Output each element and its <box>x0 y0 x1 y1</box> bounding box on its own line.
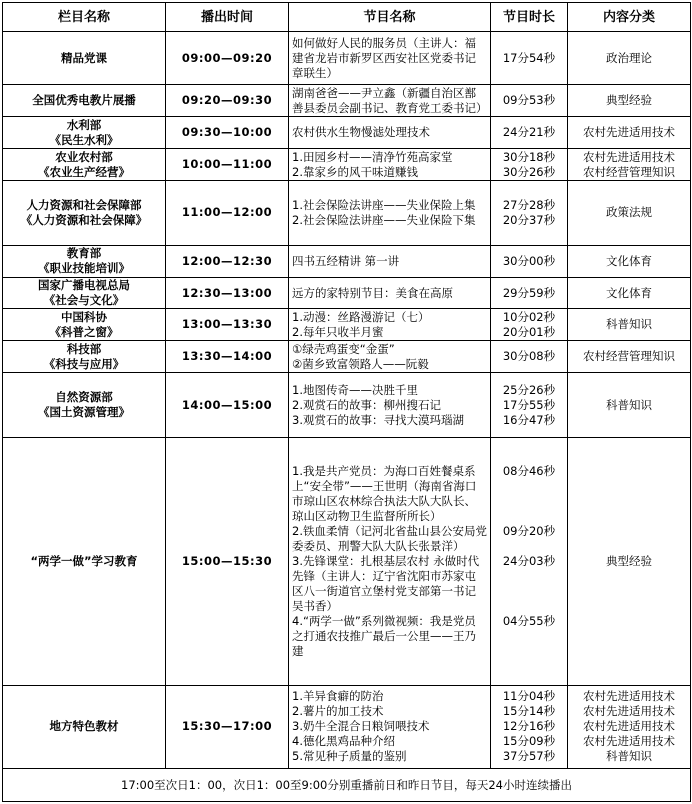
air-time-cell <box>166 85 289 117</box>
category: 农村先进适用技术 <box>583 689 675 704</box>
duration: 24分03秒 <box>502 554 556 569</box>
duration: 30分00秒 <box>502 253 556 268</box>
table-row <box>3 32 691 85</box>
column-name-line: 中国科协 <box>61 309 107 324</box>
duration: 12分16秒 <box>502 719 556 734</box>
table-row <box>3 685 691 768</box>
program-name-cell <box>289 309 491 341</box>
column-name-line: 《人力资源和社会保障》 <box>20 212 148 227</box>
duration-cell <box>491 437 568 685</box>
program-name-cell <box>289 277 491 309</box>
air-time-cell <box>166 181 289 246</box>
category: 典型经验 <box>606 93 652 108</box>
table-row <box>3 117 691 149</box>
column-name-cell <box>3 117 166 149</box>
header-column-name: 栏目名称 <box>3 3 166 32</box>
air-time-cell <box>166 373 289 438</box>
air-time: 13:30—14:00 <box>181 349 273 364</box>
category: 文化体育 <box>606 253 652 268</box>
column-name-line: 《科技与应用》 <box>43 356 125 371</box>
program-name: 2.社会保险法讲座——失业保险下集 <box>292 212 476 227</box>
air-time: 09:20—09:30 <box>181 93 273 108</box>
program-name: 5.常见种子质量的鉴别 <box>292 749 407 764</box>
category: 科普知识 <box>606 317 652 332</box>
column-name-line: “两学一做”学习教育 <box>30 553 138 568</box>
column-name-line: 全国优秀电教片展播 <box>32 93 136 108</box>
air-time: 12:30—13:00 <box>181 285 273 300</box>
air-time-cell <box>166 341 289 373</box>
duration-cell <box>491 685 568 768</box>
category: 农村先进适用技术 <box>583 734 675 749</box>
column-name-cell <box>3 277 166 309</box>
category-cell <box>568 181 691 246</box>
category: 农村先进适用技术 <box>583 125 675 140</box>
air-time-cell <box>166 437 289 685</box>
program-name-cell <box>289 181 491 246</box>
duration-cell <box>491 85 568 117</box>
table-row <box>3 245 691 277</box>
column-name-cell <box>3 437 166 685</box>
category-cell <box>568 32 691 85</box>
column-name-line: 《社会与文化》 <box>43 293 125 308</box>
duration: 29分59秒 <box>502 285 556 300</box>
duration: 09分53秒 <box>502 93 556 108</box>
category: 农村先进适用技术 <box>583 719 675 734</box>
category: 科普知识 <box>606 397 652 412</box>
column-name-line: 地方特色教材 <box>49 719 119 734</box>
duration-cell <box>491 32 568 85</box>
program-name: 远方的家特别节目：美食在高原 <box>292 285 453 300</box>
column-name-cell <box>3 32 166 85</box>
duration: 20分37秒 <box>502 213 556 228</box>
air-time: 12:00—12:30 <box>181 253 273 268</box>
air-time-cell <box>166 245 289 277</box>
column-name-line: 《职业技能培训》 <box>38 261 130 276</box>
program-name: 农村供水生物慢滤处理技术 <box>292 125 430 140</box>
category-cell <box>568 277 691 309</box>
duration: 10分02秒 <box>502 309 556 324</box>
category-cell <box>568 245 691 277</box>
duration-cell <box>491 341 568 373</box>
header-category: 内容分类 <box>568 3 691 32</box>
duration: 20分01秒 <box>502 324 556 339</box>
column-name-cell <box>3 685 166 768</box>
duration-cell <box>491 245 568 277</box>
duration: 17分55秒 <box>502 398 556 413</box>
column-name-line: 《科普之窗》 <box>49 324 119 339</box>
column-name-line: 农业农村部 <box>55 149 113 164</box>
duration: 15分14秒 <box>502 704 556 719</box>
program-name-cell <box>289 437 491 685</box>
duration-cell <box>491 373 568 438</box>
air-time-cell <box>166 32 289 85</box>
table-row <box>3 85 691 117</box>
program-name: ①绿壳鸡蛋变“金蛋” <box>292 341 395 356</box>
air-time: 14:00—15:00 <box>181 397 273 412</box>
table-row <box>3 309 691 341</box>
table-row <box>3 149 691 181</box>
program-name: 4.“两学一做”系列微视频：我是党员之打通农技推广最后一公里——王乃建 <box>292 613 476 658</box>
program-name: 3.奶牛全混合日粮饲喂技术 <box>292 719 430 734</box>
category-cell <box>568 85 691 117</box>
program-name-cell <box>289 117 491 149</box>
column-name-cell <box>3 245 166 277</box>
column-name-line: 精品党课 <box>61 50 107 65</box>
air-time: 09:30—10:00 <box>181 125 273 140</box>
column-name-line: 自然资源部 <box>55 390 113 405</box>
column-name-line: 科技部 <box>66 341 102 356</box>
table-row <box>3 437 691 685</box>
column-name-cell <box>3 341 166 373</box>
duration: 30分18秒 <box>502 149 556 164</box>
table-row <box>3 277 691 309</box>
program-name-cell <box>289 685 491 768</box>
program-name: 2.每年只收半月蜜 <box>292 324 384 339</box>
column-name-line: 国家广播电视总局 <box>38 278 130 293</box>
air-time-cell <box>166 149 289 181</box>
header-program-name: 节目名称 <box>289 3 491 32</box>
program-name: 3.先锋课堂：扎根基层农村 永做时代先锋（主讲人：辽宁省沈阳市苏家屯区八一街道官立堡村党支部第一书记吴书香） <box>292 553 480 613</box>
program-name: 2.铁血柔情（记河北省盐山县公安局党委委员、刑警大队大队长张景洋） <box>292 523 487 553</box>
program-name-cell <box>289 32 491 85</box>
category-cell <box>568 149 691 181</box>
column-name-cell <box>3 309 166 341</box>
air-time: 10:00—11:00 <box>181 157 273 172</box>
air-time-cell <box>166 309 289 341</box>
duration: 37分57秒 <box>502 749 556 764</box>
category: 政治理论 <box>606 50 652 65</box>
program-name-cell <box>289 341 491 373</box>
program-name: 湖南爸爸——尹立鑫（新疆自治区鄯善县委员会副书记、教育党工委书记） <box>292 85 488 115</box>
category-cell <box>568 437 691 685</box>
program-name: 3.观赏石的故事：寻找大漠玛瑙湖 <box>292 412 464 427</box>
duration: 24分21秒 <box>502 125 556 140</box>
category: 典型经验 <box>606 553 652 568</box>
program-name-cell <box>289 85 491 117</box>
category-cell <box>568 341 691 373</box>
column-name-line: 教育部 <box>66 246 102 261</box>
program-name: 1.地图传奇——决胜千里 <box>292 382 418 397</box>
column-name-cell <box>3 373 166 438</box>
category: 农村经营管理知识 <box>583 164 675 179</box>
program-name: 1.羊异食癖的防治 <box>292 689 384 704</box>
duration: 30分26秒 <box>502 164 556 179</box>
program-name: 4.德化黑鸡品种介绍 <box>292 734 395 749</box>
air-time: 09:00—09:20 <box>181 50 273 65</box>
air-time: 11:00—12:00 <box>181 205 273 220</box>
duration: 17分54秒 <box>502 50 556 65</box>
column-name-cell <box>3 85 166 117</box>
duration: 27分28秒 <box>502 198 556 213</box>
column-name-line: 人力资源和社会保障部 <box>26 197 142 212</box>
program-name: 四书五经精讲 第一讲 <box>292 253 400 268</box>
footer-row <box>3 769 691 802</box>
column-name-cell <box>3 181 166 246</box>
category-cell <box>568 309 691 341</box>
duration: 04分55秒 <box>502 614 556 629</box>
program-name-cell <box>289 245 491 277</box>
program-name: 2.靠家乡的风干味道赚钱 <box>292 164 418 179</box>
table-row <box>3 181 691 246</box>
category: 科普知识 <box>606 749 652 764</box>
duration: 25分26秒 <box>502 383 556 398</box>
program-name: ②菌乡致富领路人——阮毅 <box>292 356 429 371</box>
program-name: 1.田园乡村——清净竹苑高家堂 <box>292 149 453 164</box>
header-row <box>3 3 691 32</box>
air-time: 15:30—17:00 <box>181 719 273 734</box>
program-name-cell <box>289 373 491 438</box>
category: 农村经营管理知识 <box>583 349 675 364</box>
air-time: 13:00—13:30 <box>181 317 273 332</box>
schedule-table <box>2 2 691 802</box>
duration: 30分08秒 <box>502 349 556 364</box>
column-name-line: 《农业生产经营》 <box>38 164 130 179</box>
category: 政策法规 <box>606 205 652 220</box>
column-name-line: 水利部 <box>66 117 102 132</box>
air-time-cell <box>166 117 289 149</box>
header-duration: 节目时长 <box>491 3 568 32</box>
category: 农村先进适用技术 <box>583 149 675 164</box>
duration-cell <box>491 117 568 149</box>
category: 农村先进适用技术 <box>583 704 675 719</box>
program-name-cell <box>289 149 491 181</box>
column-name-cell <box>3 149 166 181</box>
air-time: 15:00—15:30 <box>181 553 273 568</box>
air-time-cell <box>166 685 289 768</box>
category-cell <box>568 373 691 438</box>
table-row <box>3 373 691 438</box>
program-name: 1.社会保险法讲座——失业保险上集 <box>292 197 476 212</box>
duration-cell <box>491 149 568 181</box>
duration: 15分09秒 <box>502 734 556 749</box>
table-row <box>3 341 691 373</box>
program-name: 2.薯片的加工技术 <box>292 704 384 719</box>
rebroadcast-note: 17:00至次日1：00，次日1：00至9:00分别重播前日和昨日节目，每天24小时连续播出 <box>3 769 691 802</box>
category-cell <box>568 685 691 768</box>
duration-cell <box>491 181 568 246</box>
category-cell <box>568 117 691 149</box>
air-time-cell <box>166 277 289 309</box>
duration-cell <box>491 277 568 309</box>
program-name: 1.动漫：丝路漫游记（七） <box>292 309 430 324</box>
program-name: 1.我是共产党员：为海口百姓餐桌系上“安全带”——王世明（海南省海口市琼山区农林综合执法大队大队长、琼山区动物卫生监督所所长） <box>292 463 477 523</box>
program-name: 如何做好人民的服务员（主讲人：福建省龙岩市新罗区西安社区党委书记章联生） <box>292 35 476 80</box>
column-name-line: 《民生水利》 <box>49 132 119 147</box>
category: 文化体育 <box>606 285 652 300</box>
duration-cell <box>491 309 568 341</box>
column-name-line: 《国土资源管理》 <box>38 405 130 420</box>
header-air-time: 播出时间 <box>166 3 289 32</box>
duration: 16分47秒 <box>502 413 556 428</box>
program-name: 2.观赏石的故事：柳州搜石记 <box>292 397 441 412</box>
duration: 09分20秒 <box>502 524 556 539</box>
duration: 11分04秒 <box>502 689 556 704</box>
duration: 08分46秒 <box>502 464 556 479</box>
